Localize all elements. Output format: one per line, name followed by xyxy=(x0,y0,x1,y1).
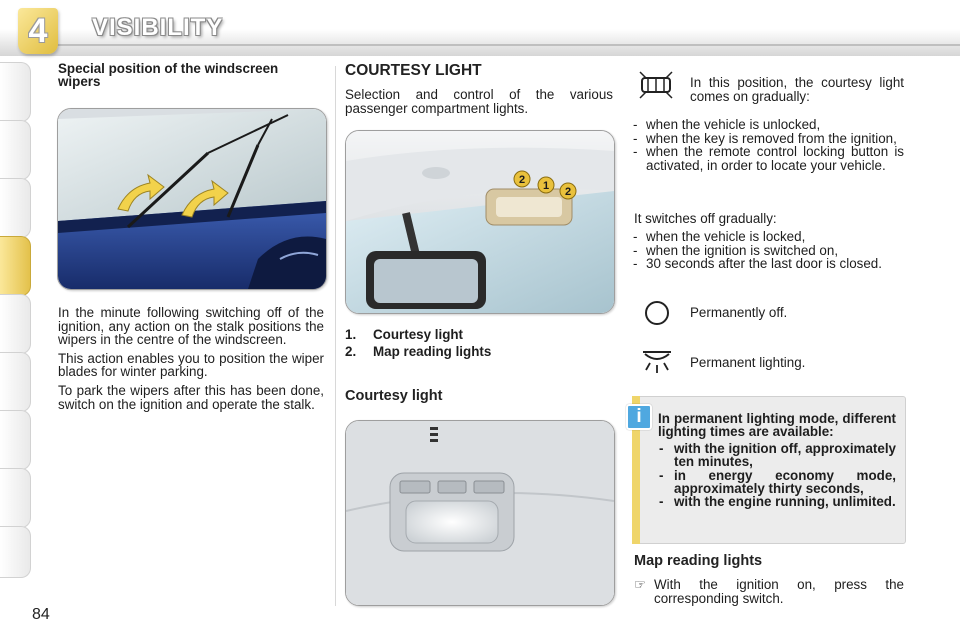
thumb-tab-active xyxy=(0,236,31,296)
chapter-title: VISIBILITY xyxy=(92,14,224,41)
list-item: - when the remote control locking button is activated, in order to locate your vehicle. xyxy=(632,145,904,172)
page-number: 84 xyxy=(32,606,50,623)
thumb-tab xyxy=(0,410,31,470)
callout-label: 2 xyxy=(564,186,572,198)
list-item: - when the vehicle is unlocked, xyxy=(632,118,904,132)
list-item: - when the ignition is switched on, xyxy=(632,244,904,258)
list-item: - when the key is removed from the ignition, xyxy=(632,132,904,146)
thumb-tab xyxy=(0,62,31,122)
permanent-lighting-label: Permanent lighting. xyxy=(690,355,806,370)
thumb-tab xyxy=(0,352,31,412)
chapter-thumb-tabs xyxy=(0,62,34,576)
wiper-section-heading: Special position of the windscreen wipers xyxy=(58,61,279,89)
permanently-off-label: Permanently off. xyxy=(690,305,788,320)
door-position-icon xyxy=(638,70,674,100)
column-divider xyxy=(335,66,336,606)
windscreen-wipers-photo xyxy=(57,108,327,290)
header-rule xyxy=(56,44,960,46)
map-reading-title: Map reading lights xyxy=(634,553,763,569)
paragraph: In the minute following switching off of the ignition, any action on the stalk positions the wipers in the centre of the windscreen. xyxy=(58,305,324,348)
info-text xyxy=(658,412,896,509)
courtesy-off-conditions xyxy=(632,230,904,271)
section-intro: Selection and control of the various passenger compartment lights. xyxy=(345,87,613,116)
switch-off-intro: It switches off gradually: xyxy=(634,211,777,226)
callout-label: 2 xyxy=(518,174,526,186)
info-icon: i xyxy=(626,404,652,430)
courtesy-on-conditions xyxy=(632,118,904,172)
door-position-text: In this position, the courtesy light comes on gradually: xyxy=(690,75,904,104)
thumb-tab xyxy=(0,526,31,578)
info-item: - with the ignition off, approximately ten minutes, xyxy=(658,442,896,469)
thumb-tab xyxy=(0,468,31,528)
paragraph: This action enables you to position the wiper blades for winter parking. xyxy=(58,350,324,380)
section-title: COURTESY LIGHT xyxy=(345,62,482,79)
chapter-number-tab: 4 xyxy=(18,8,58,54)
pointing-hand-icon: ☞ xyxy=(634,577,647,592)
courtesy-light-photo xyxy=(345,420,615,606)
photo-legend xyxy=(345,326,613,360)
thumb-tab xyxy=(0,294,31,354)
info-item: - in energy economy mode, approximately thirty seconds, xyxy=(658,469,896,496)
info-item: - with the engine running, unlimited. xyxy=(658,495,896,508)
ceiling-lights-photo xyxy=(345,130,615,314)
map-reading-instruction xyxy=(634,578,904,605)
thumb-tab xyxy=(0,120,31,180)
light-off-icon xyxy=(642,298,672,328)
list-item: - 30 seconds after the last door is closed. xyxy=(632,257,904,271)
paragraph: To park the wipers after this has been done, switch on the ignition and operate the stalk. xyxy=(58,382,324,412)
wiper-description xyxy=(58,306,324,416)
legend-item: 1. Courtesy light xyxy=(345,327,464,342)
map-reading-text: With the ignition on, press the corresponding switch. xyxy=(654,577,904,606)
info-lead: In permanent lighting mode, different lighting times are available: xyxy=(658,411,896,440)
legend-item: 2. Map reading lights xyxy=(345,344,492,359)
thumb-tab xyxy=(0,178,31,238)
light-on-icon xyxy=(638,344,676,376)
list-item: - when the vehicle is locked, xyxy=(632,230,904,244)
courtesy-light-subtitle: Courtesy light xyxy=(345,388,443,404)
callout-label: 1 xyxy=(542,180,550,192)
